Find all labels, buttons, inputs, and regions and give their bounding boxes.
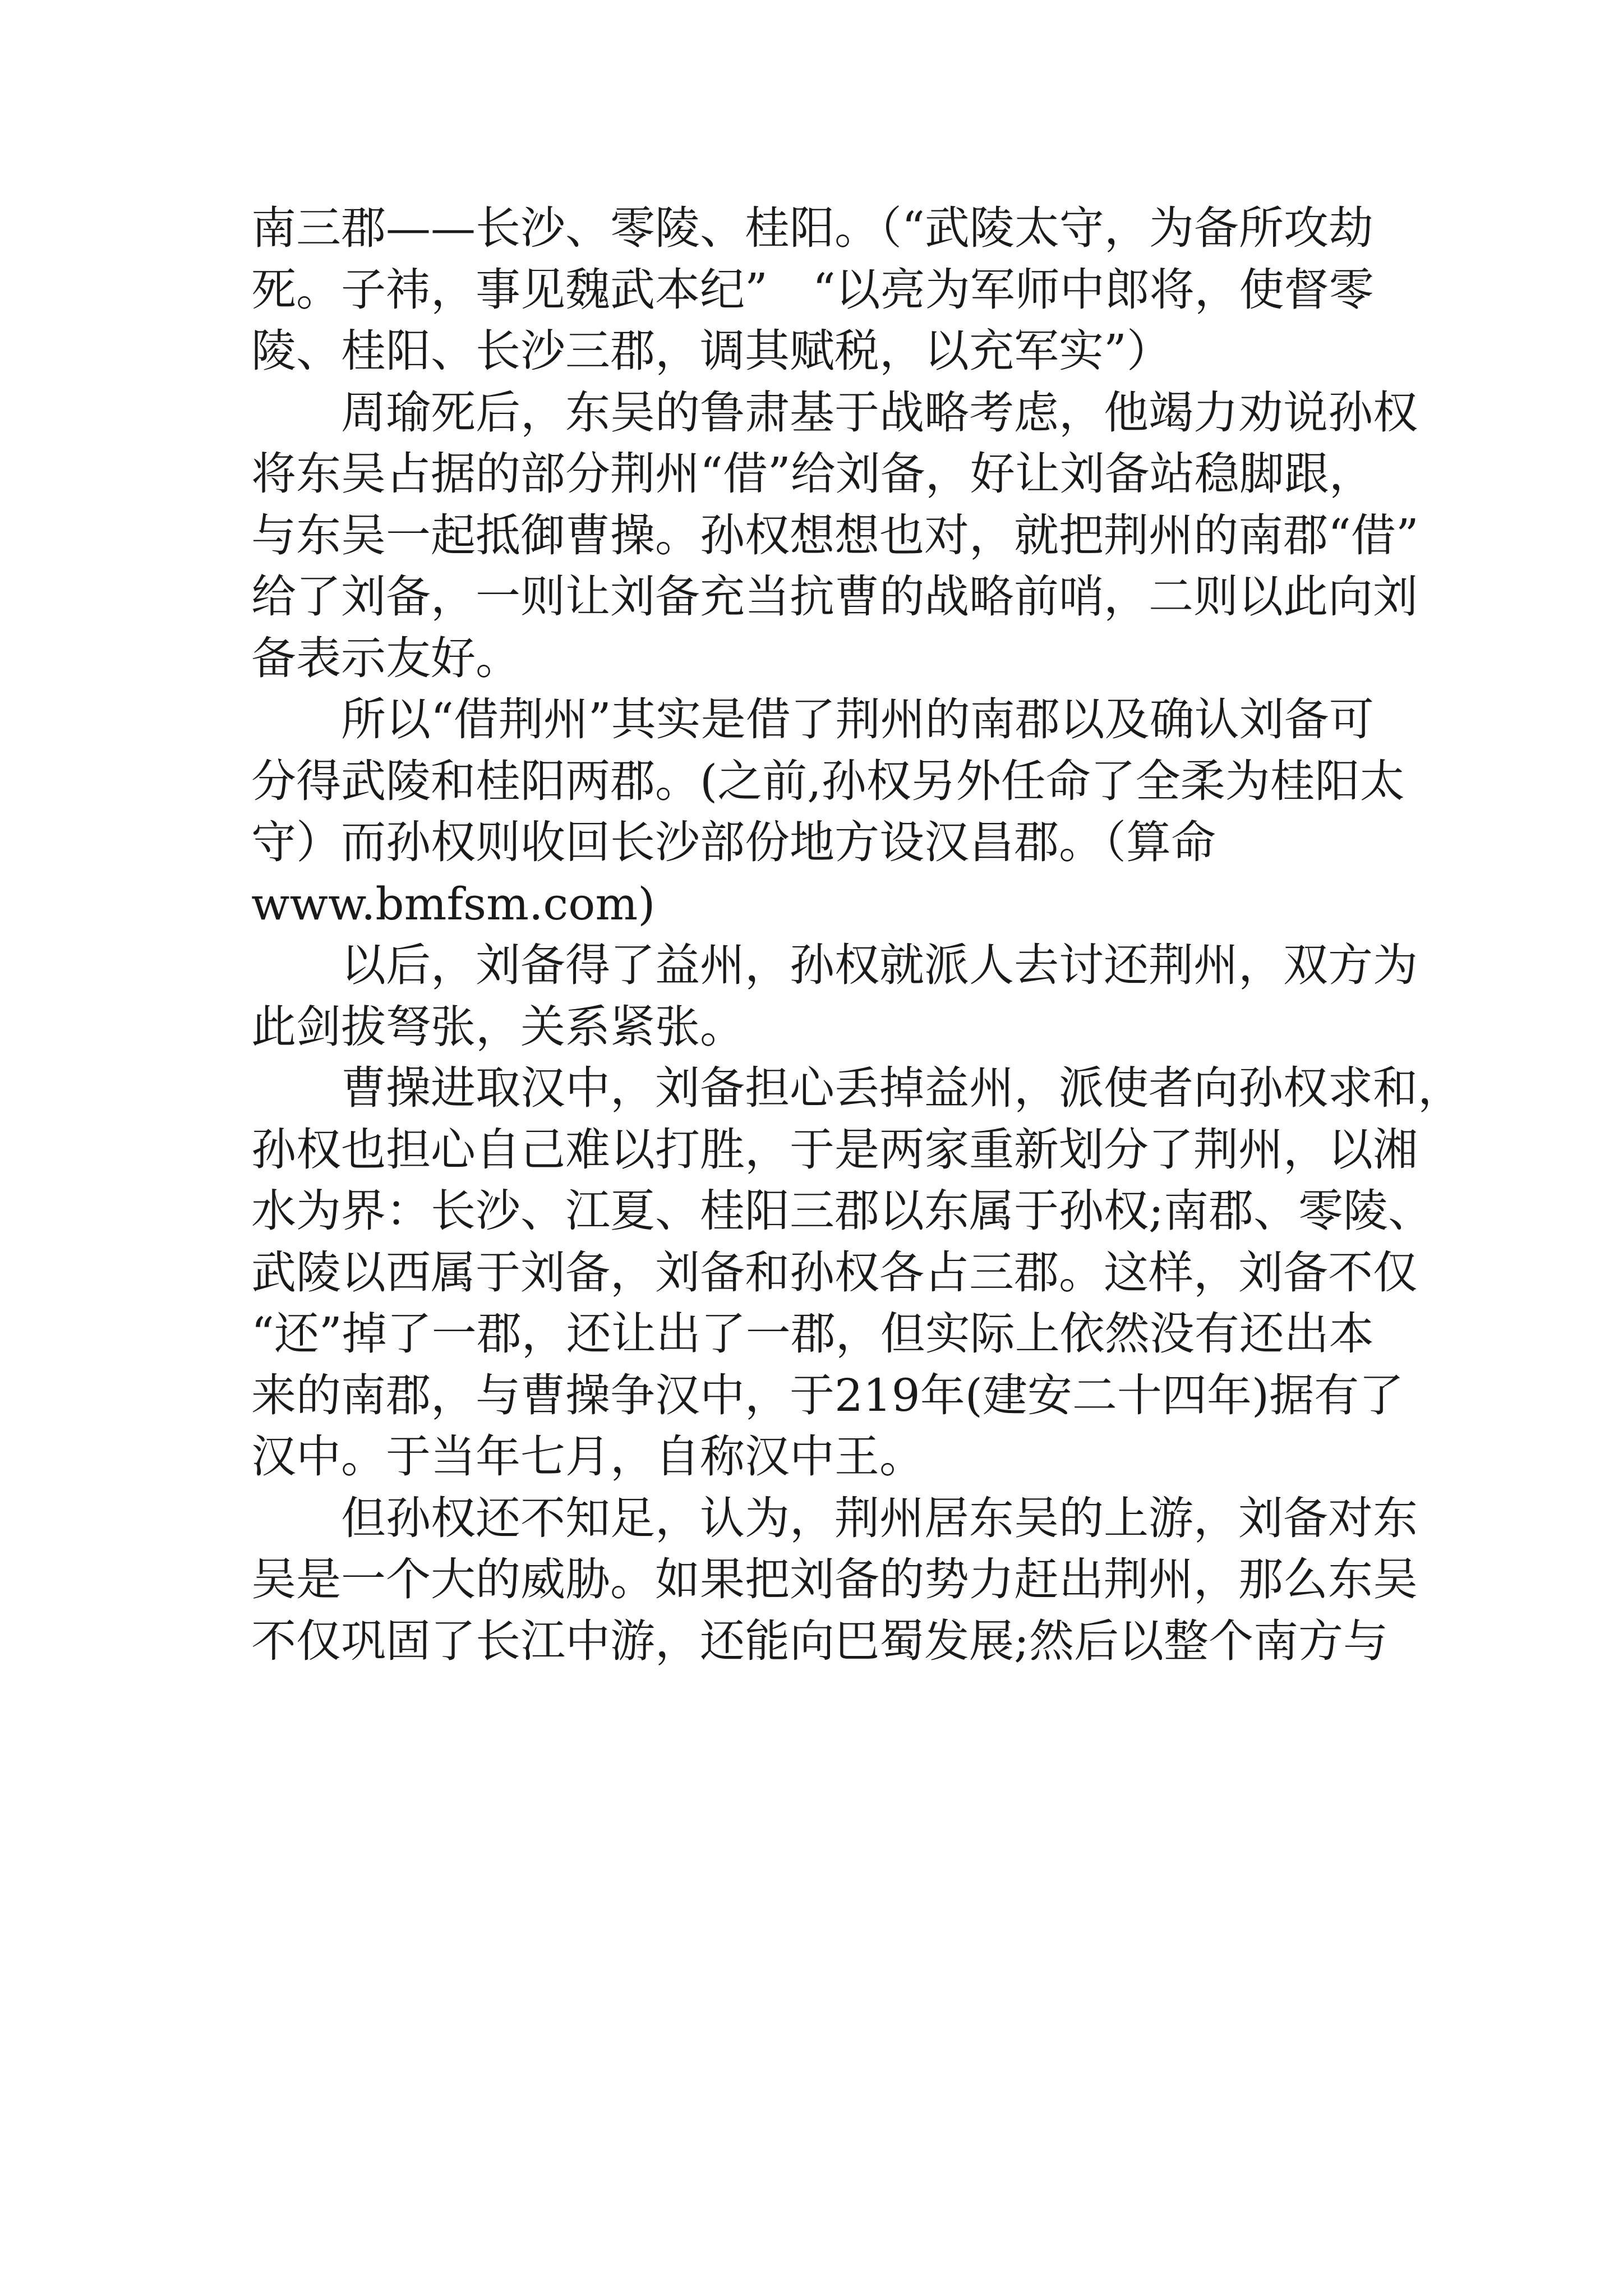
text-line: 死。子祎，事见魏武本纪” “以亮为军师中郎将，使督零 — [251, 263, 1374, 316]
text-line: 来的南郡，与曹操争汉中，于219年(建安二十四年)据有了 — [251, 1369, 1404, 1421]
text-line: 备表示友好。 — [251, 632, 520, 684]
text-line: 汉中。于当年七月，自称汉中王。 — [251, 1430, 924, 1483]
paragraph-first-line: 所以“借荆州”其实是借了荆州的南郡以及确认刘备可 — [341, 693, 1374, 746]
text-line: 与东吴一起抵御曹操。孙权想想也对，就把荆州的南郡“借” — [251, 509, 1419, 562]
paragraph-first-line: 曹操进取汉中，刘备担心丢掉益州，派使者向孙权求和， — [341, 1062, 1463, 1114]
paragraph-first-line: 但孙权还不知足，认为，荆州居东吴的上游，刘备对东 — [341, 1492, 1418, 1544]
text-line: 不仅巩固了长江中游，还能向巴蜀发展;然后以整个南方与 — [251, 1614, 1388, 1667]
text-line: 南三郡——长沙、零陵、桂阳。（“武陵太守，为备所攻劫 — [251, 202, 1373, 254]
body-text — [251, 197, 1463, 1672]
text-line: 武陵以西属于刘备，刘备和孙权各占三郡。这样，刘备不仅 — [251, 1246, 1418, 1299]
text-line: 守）而孙权则收回长沙部份地方设汉昌郡。（算命 — [251, 816, 1216, 868]
text-line: 水为界：长沙、江夏、桂阳三郡以东属于孙权;南郡、零陵、 — [251, 1185, 1433, 1237]
paragraph-first-line: 以后，刘备得了益州，孙权就派人去讨还荆州，双方为 — [341, 939, 1418, 991]
text-line: www.bmfsm.com) — [251, 877, 656, 930]
text-line: 将东吴占据的部分荆州“借”给刘备，好让刘备站稳脚跟， — [251, 448, 1374, 500]
paragraph-first-line: 周瑜死后，东吴的鲁肃基于战略考虑，他竭力劝说孙权 — [341, 386, 1418, 439]
text-line: 分得武陵和桂阳两郡。(之前,孙权另外任命了全柔为桂阳太 — [251, 754, 1405, 807]
text-line: 陵、桂阳、长沙三郡，调其赋税，以充军实”） — [251, 325, 1172, 377]
text-line: 孙权也担心自己难以打胜，于是两家重新划分了荆州，以湘 — [251, 1123, 1418, 1176]
text-line: 吴是一个大的威胁。如果把刘备的势力赶出荆州，那么东吴 — [251, 1553, 1418, 1605]
text-line: 给了刘备，一则让刘备充当抗曹的战略前哨，二则以此向刘 — [251, 570, 1418, 623]
text-line: 此剑拔弩张，关系紧张。 — [251, 1000, 745, 1053]
text-line: “还”掉了一郡，还让出了一郡，但实际上依然没有还出本 — [251, 1308, 1374, 1360]
